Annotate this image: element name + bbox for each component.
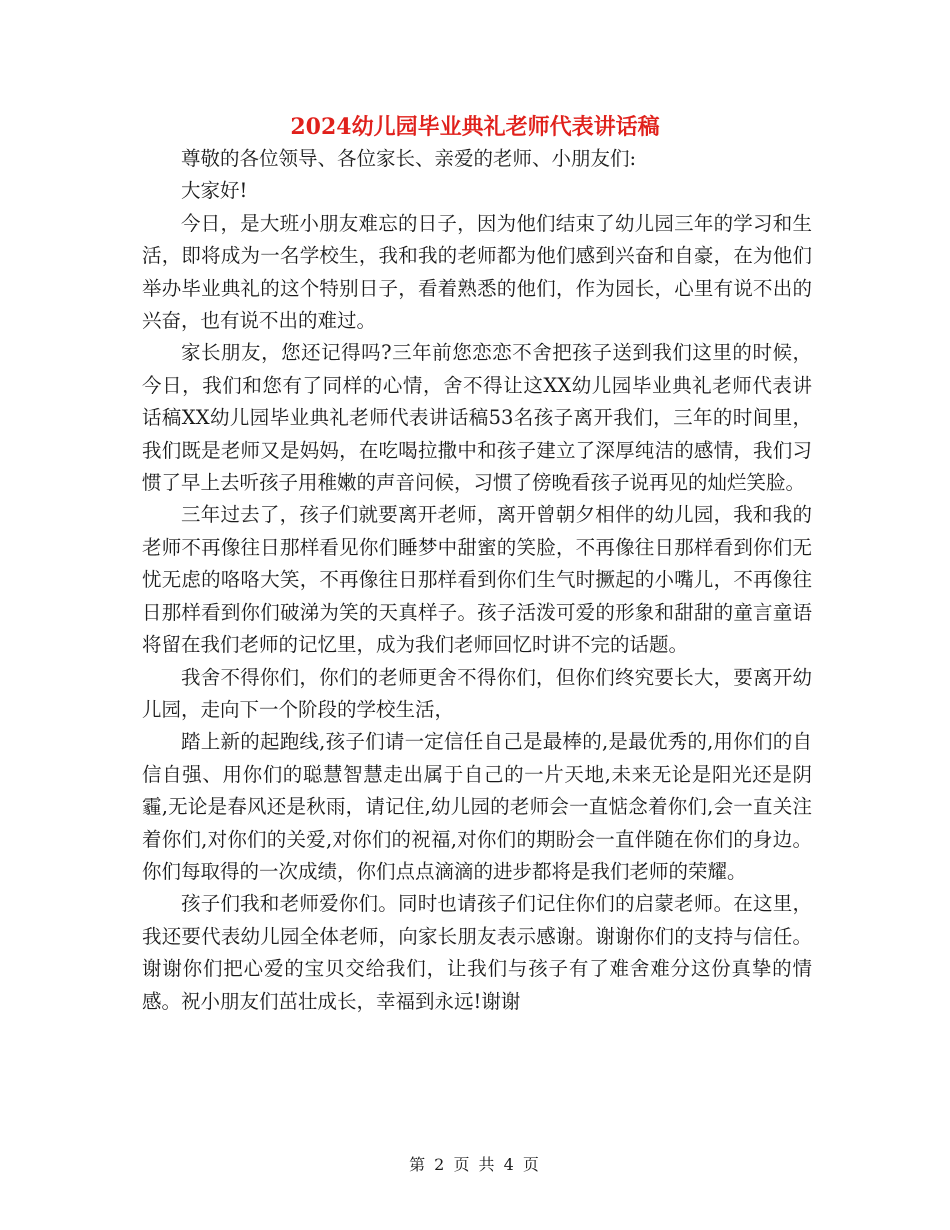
paragraph-5: 踏上新的起跑线,孩子们请一定信任自己是最棒的,是最优秀的,用你们的自信自强、用你们的聪慧智慧走出属于自己的一片天地,未来无论是阳光还是阴霾,无论是春风还是秋雨，请记住,幼儿园的老师会一直惦念着你们,会一直关注着你们,对你们的关爱,对你们的祝福,对你们的期盼会一直伴随在你们的身边。你们每取得的一次成绩，你们点点滴滴的进步都将是我们老师的荣耀。: [142, 730, 812, 883]
document-title: 2024幼儿园毕业典礼老师代表讲话稿: [290, 114, 660, 140]
paragraph-1: 今日，是大班小朋友难忘的日子，因为他们结束了幼儿园三年的学习和生活，即将成为一名学校生，我和我的老师都为他们感到兴奋和自豪，在为他们举办毕业典礼的这个特别日子，看着熟悉的他们，作为园长，心里有说不出的兴奋，也有说不出的难过。: [142, 211, 812, 333]
paragraph-4: 我舍不得你们，你们的老师更舍不得你们，但你们终究要长大，要离开幼儿园，走向下一个阶段的学校生活，: [142, 665, 812, 721]
paragraph-salutation: 尊敬的各位领导、各位家长、亲爱的老师、小朋友们:: [181, 147, 637, 170]
paragraph-2: 家长朋友，您还记得吗?三年前您恋恋不舍把孩子送到我们这里的时候，今日，我们和您有了同样的心情，舍不得让这XX幼儿园毕业典礼老师代表讲话稿XX幼儿园毕业典礼老师代表讲话稿53名孩子离开我们，三年的时间里，我们既是老师又是妈妈，在吃喝拉撒中和孩子建立了深厚纯洁的感情，我们习惯了早上去听孩子用稚嫩的声音问候，习惯了傍晚看孩子说再见的灿烂笑脸。: [142, 341, 812, 495]
page-number-footer: 第 2 页 共 4 页: [409, 1155, 541, 1174]
paragraph-3: 三年过去了，孩子们就要离开老师，离开曾朝夕相伴的幼儿园，我和我的老师不再像往日那样看见你们睡梦中甜蜜的笑脸，不再像往日那样看到你们无忧无虑的咯咯大笑，不再像往日那样看到你们生气时撅起的小嘴儿，不再像往日那样看到你们破涕为笑的天真样子。孩子活泼可爱的形象和甜甜的童言童语将留在我们老师的记忆里，成为我们老师回忆时讲不完的话题。: [142, 503, 812, 657]
paragraph-6: 孩子们我和老师爱你们。同时也请孩子们记住你们的启蒙老师。在这里，我还要代表幼儿园全体老师，向家长朋友表示感谢。谢谢你们的支持与信任。谢谢你们把心爱的宝贝交给我们，让我们与孩子有了难舍难分这份真挚的情感。祝小朋友们茁壮成长，幸福到永远!谢谢: [142, 892, 812, 1013]
paragraph-greeting: 大家好!: [181, 179, 248, 203]
document-body: [142, 143, 812, 1018]
